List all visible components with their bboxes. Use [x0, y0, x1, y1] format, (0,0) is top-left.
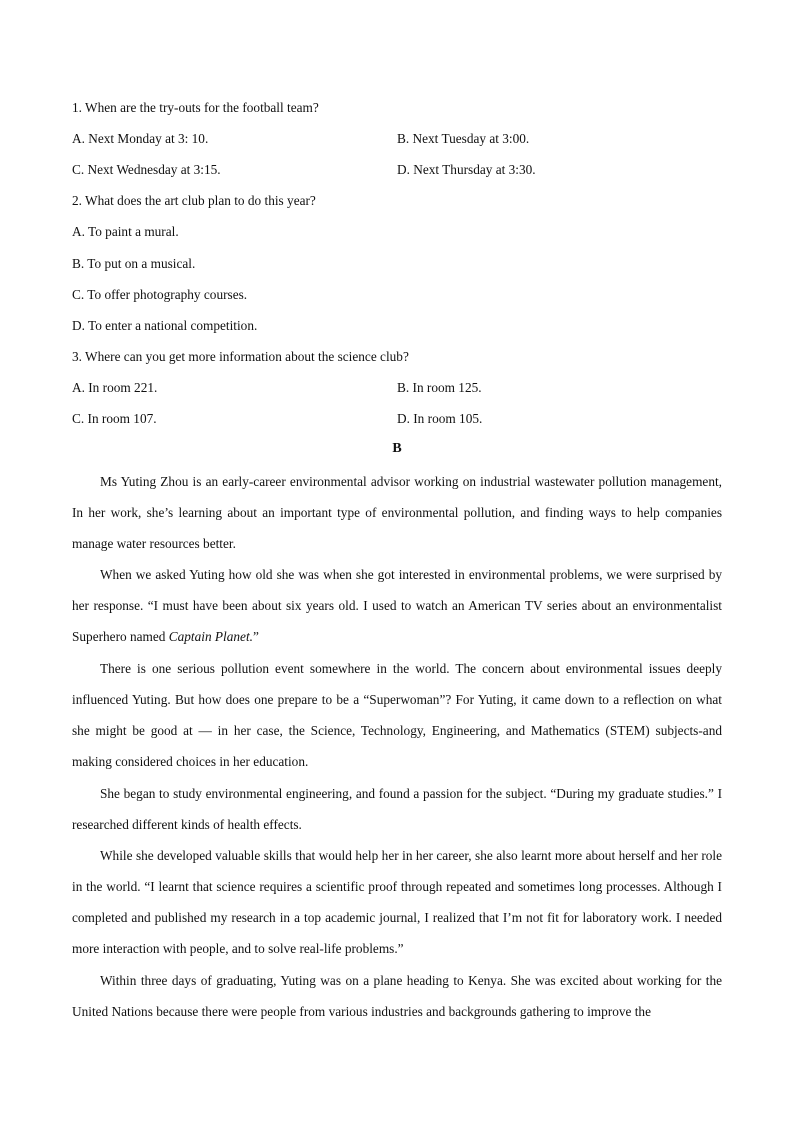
- question-2-stem: 2. What does the art club plan to do this year?: [72, 193, 316, 208]
- question-1-option-b: B. Next Tuesday at 3:00.: [397, 131, 530, 146]
- question-2-option-b: B. To put on a musical.: [72, 256, 196, 271]
- passage-paragraph-2: [72, 559, 722, 652]
- question-3-option-c: C. In room 107.: [72, 411, 157, 426]
- paragraph-2-text: When we asked Yuting how old she was when she got interested in environmental problems, we were surprised by her response. “I must have been about six years old. I used to watch an American TV series about an environmentalist Superhero named: [72, 567, 722, 645]
- question-3-stem: 3. Where can you get more information about the science club?: [72, 349, 409, 364]
- question-2-option-d: D. To enter a national competition.: [72, 318, 258, 333]
- passage-paragraph-4: She began to study environmental engineering, and found a passion for the subject. “During my graduate studies.” I researched different kinds of health effects.: [72, 786, 722, 833]
- question-1-stem: 1. When are the try-outs for the football team?: [72, 100, 319, 115]
- passage-paragraph-3: There is one serious pollution event somewhere in the world. The concern about environmental issues deeply influenced Yuting. But how does one prepare to be a “Superwoman”? For Yuting, it came down to a reflection on what she might be good at — in her case, the Science, Technology, Engineering, and Mathematics (STEM) subjects-and making considered choices in her education.: [72, 661, 722, 770]
- question-2-option-a: A. To paint a mural.: [72, 224, 179, 239]
- passage-paragraph-1: Ms Yuting Zhou is an early-career environmental advisor working on industrial wastewater pollution management, In her work, she’s learning about an important type of environmental pollution, and finding ways to help companies manage water resources better.: [72, 474, 722, 552]
- paragraph-2-close-quote: ”: [252, 629, 259, 645]
- question-3-option-d: D. In room 105.: [397, 411, 483, 426]
- question-1-option-d: D. Next Thursday at 3:30.: [397, 162, 536, 177]
- question-3-option-a: A. In room 221.: [72, 380, 158, 395]
- passage-paragraph-6: Within three days of graduating, Yuting was on a plane heading to Kenya. She was excited about working for the United Nations because there were people from various industries and backgrounds gathering to improve the: [72, 973, 722, 1020]
- question-3-option-b: B. In room 125.: [397, 380, 482, 395]
- question-1-option-a: A. Next Monday at 3: 10.: [72, 131, 209, 146]
- passage-paragraph-5: While she developed valuable skills that would help her in her career, she also learnt more about herself and her role in the world. “I learnt that science requires a scientific proof through repeated and sometimes long processes. Although I completed and published my research in a top academic journal, I realized that I’m not fit for laboratory work. I needed more interaction with people, and to solve real-life problems.”: [72, 848, 722, 957]
- question-1-option-c: C. Next Wednesday at 3:15.: [72, 162, 221, 177]
- tv-series-title: Captain Planet.: [168, 629, 253, 645]
- section-heading: B: [392, 441, 402, 456]
- question-2-option-c: C. To offer photography courses.: [72, 287, 248, 302]
